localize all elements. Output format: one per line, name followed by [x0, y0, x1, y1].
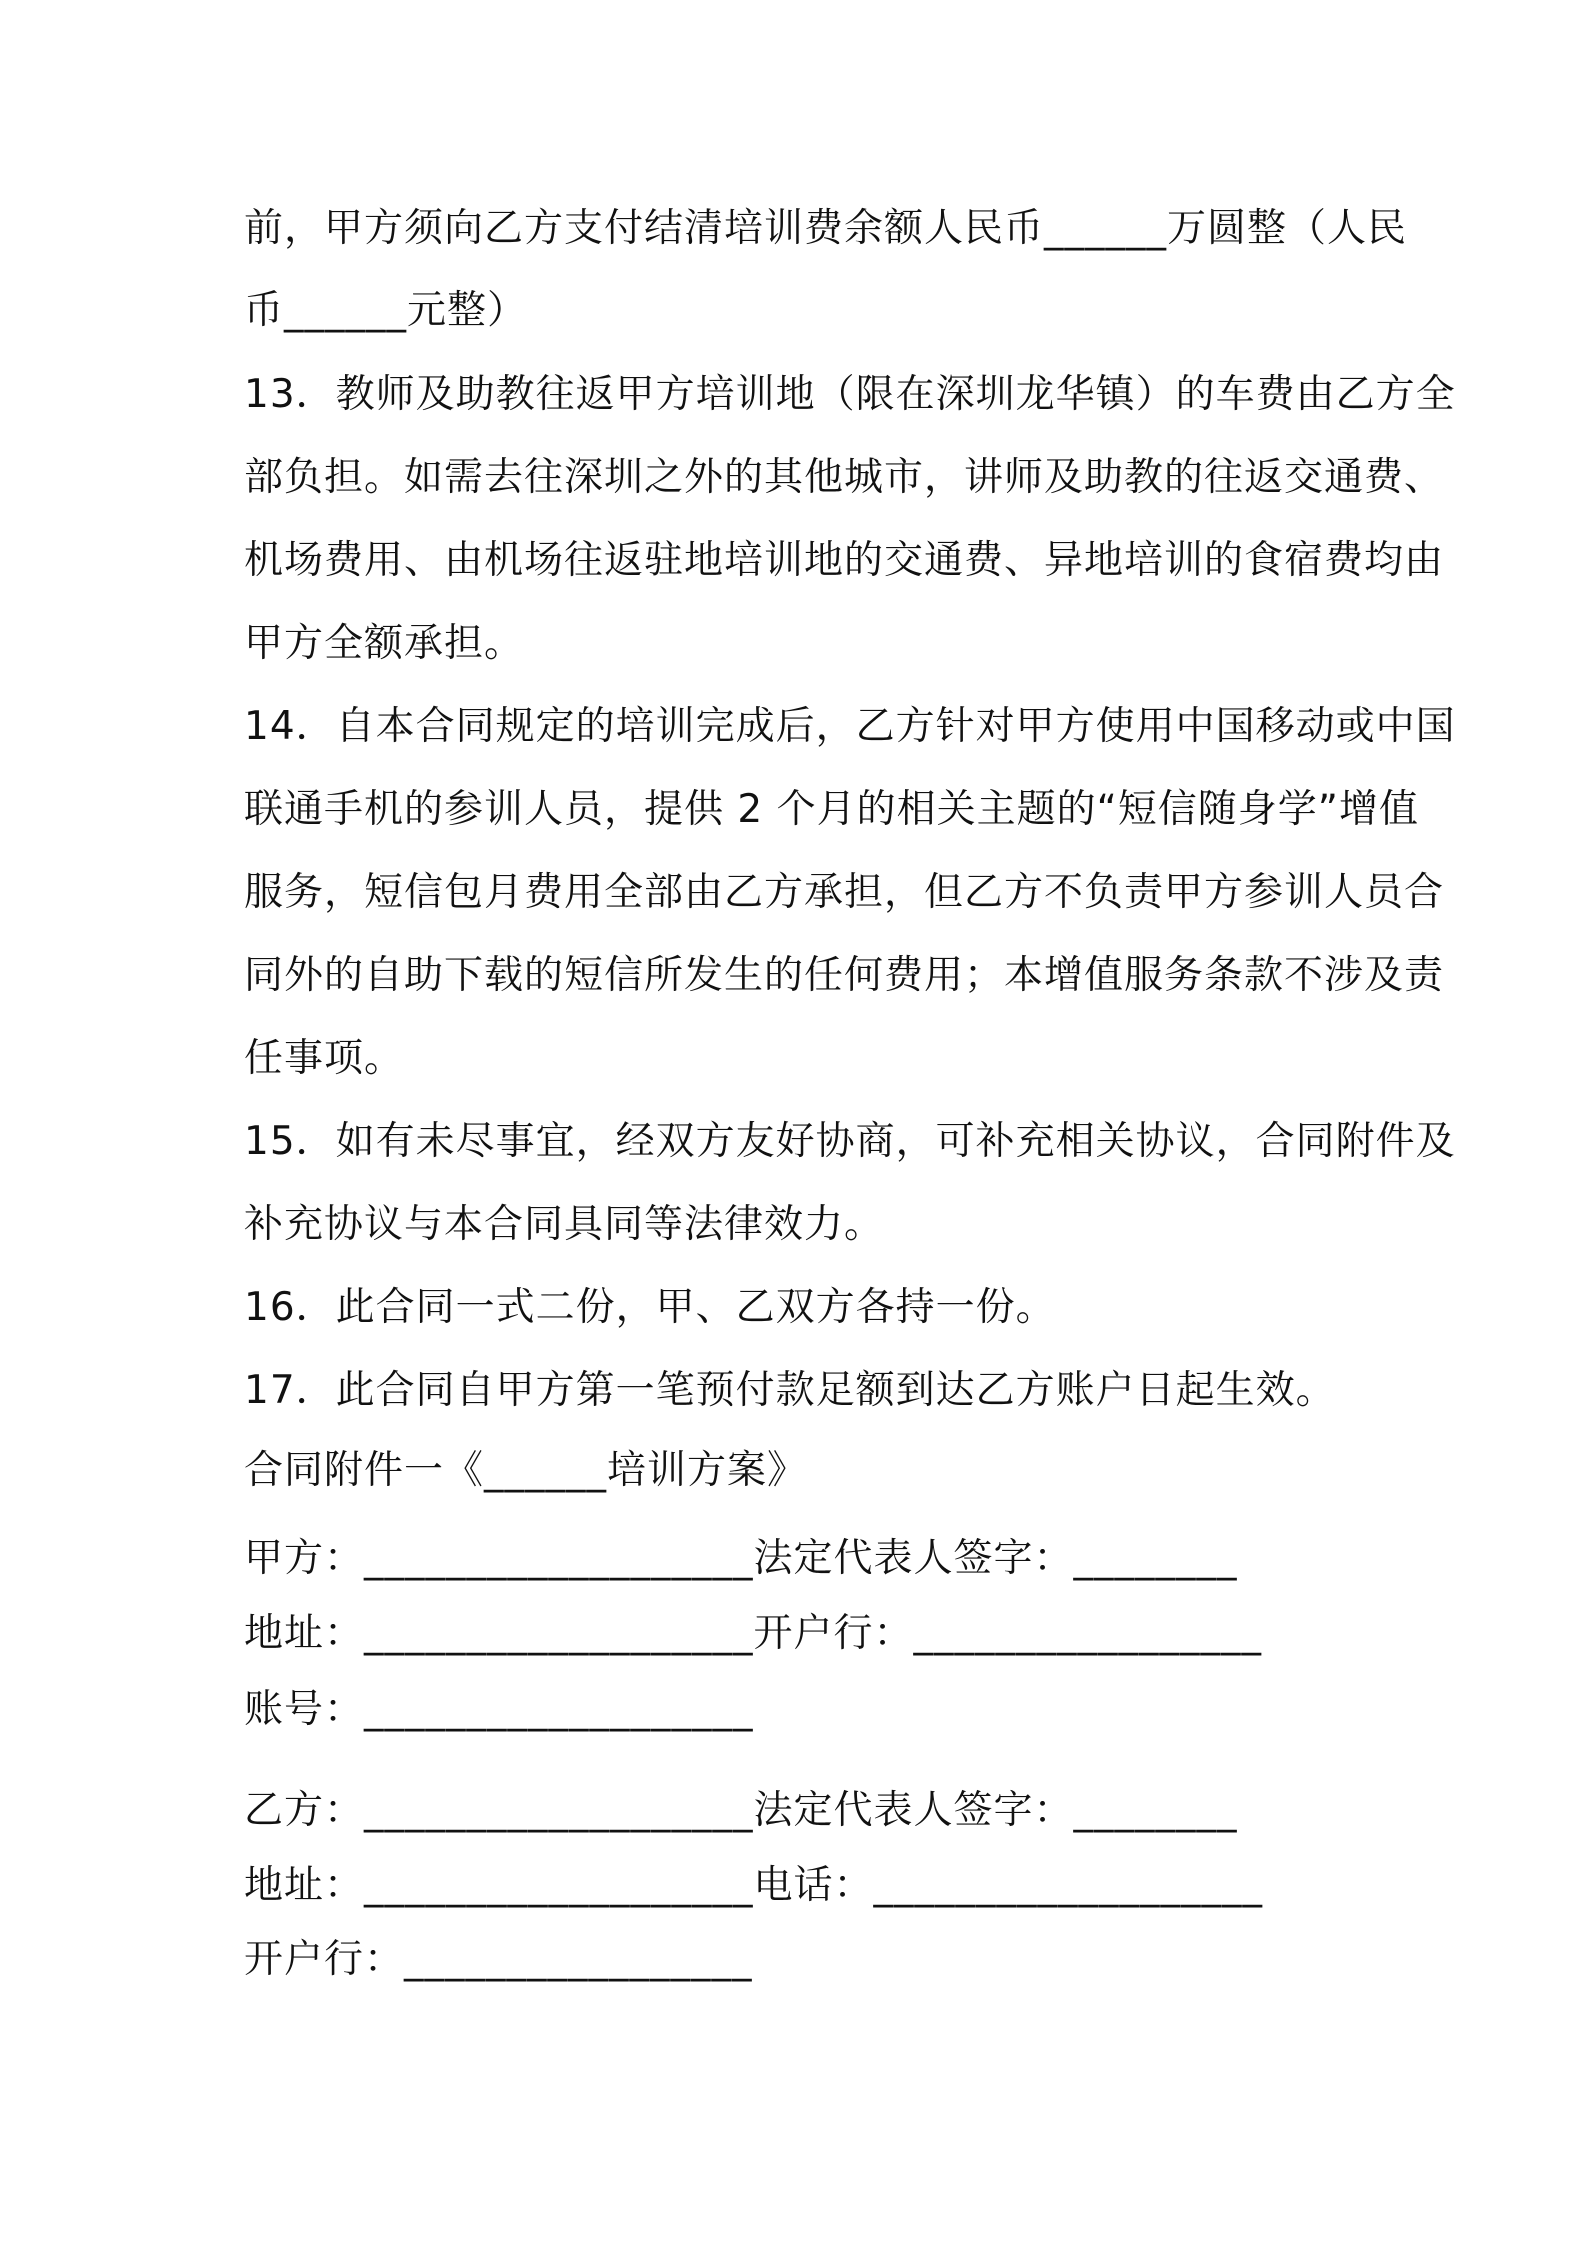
party-b-bank-line: 开户行：_________________: [244, 1937, 753, 1982]
contract-attachment: 合同附件一《______培训方案》: [244, 1448, 808, 1493]
paragraph-line: 部负担。如需去往深圳之外的其他城市，讲师及助教的往返交通费、: [244, 455, 1445, 500]
clause-15: 15．如有未尽事宜，经双方友好协商，可补充相关协议，合同附件及: [244, 1119, 1456, 1164]
paragraph-line: 同外的自助下载的短信所发生的任何费用；本增值服务条款不涉及责: [244, 953, 1445, 998]
paragraph-line: 补充协议与本合同具同等法律效力。: [244, 1202, 885, 1247]
paragraph-line: 前，甲方须向乙方支付结清培训费余额人民币______万圆整（人民: [244, 206, 1408, 251]
party-b-signature-line: 乙方：___________________法定代表人签字：________: [244, 1788, 1238, 1833]
party-a-signature-line: 甲方：___________________法定代表人签字：________: [244, 1536, 1238, 1581]
clause-13: 13．教师及助教往返甲方培训地（限在深圳龙华镇）的车费由乙方全: [244, 372, 1456, 417]
paragraph-line: 币______元整）: [244, 288, 528, 333]
party-b-address-line: 地址：___________________电话：___________________: [244, 1863, 1264, 1908]
paragraph-line: 甲方全额承担。: [244, 621, 525, 666]
paragraph-line: 联通手机的参训人员，提供 2 个月的相关主题的“短信随身学”增值: [244, 787, 1420, 832]
clause-16: 16．此合同一式二份，甲、乙双方各持一份。: [244, 1285, 1056, 1330]
paragraph-line: 机场费用、由机场往返驻地培训地的交通费、异地培训的食宿费均由: [244, 538, 1445, 583]
paragraph-line: 服务，短信包月费用全部由乙方承担，但乙方不负责甲方参训人员合: [244, 870, 1445, 915]
clause-14: 14．自本合同规定的培训完成后，乙方针对甲方使用中国移动或中国: [244, 704, 1456, 749]
clause-17: 17．此合同自甲方第一笔预付款足额到达乙方账户日起生效。: [244, 1368, 1336, 1413]
party-a-account-line: 账号：___________________: [244, 1687, 754, 1732]
party-a-address-line: 地址：___________________开户行：_________________: [244, 1611, 1263, 1656]
paragraph-line: 任事项。: [244, 1036, 405, 1081]
